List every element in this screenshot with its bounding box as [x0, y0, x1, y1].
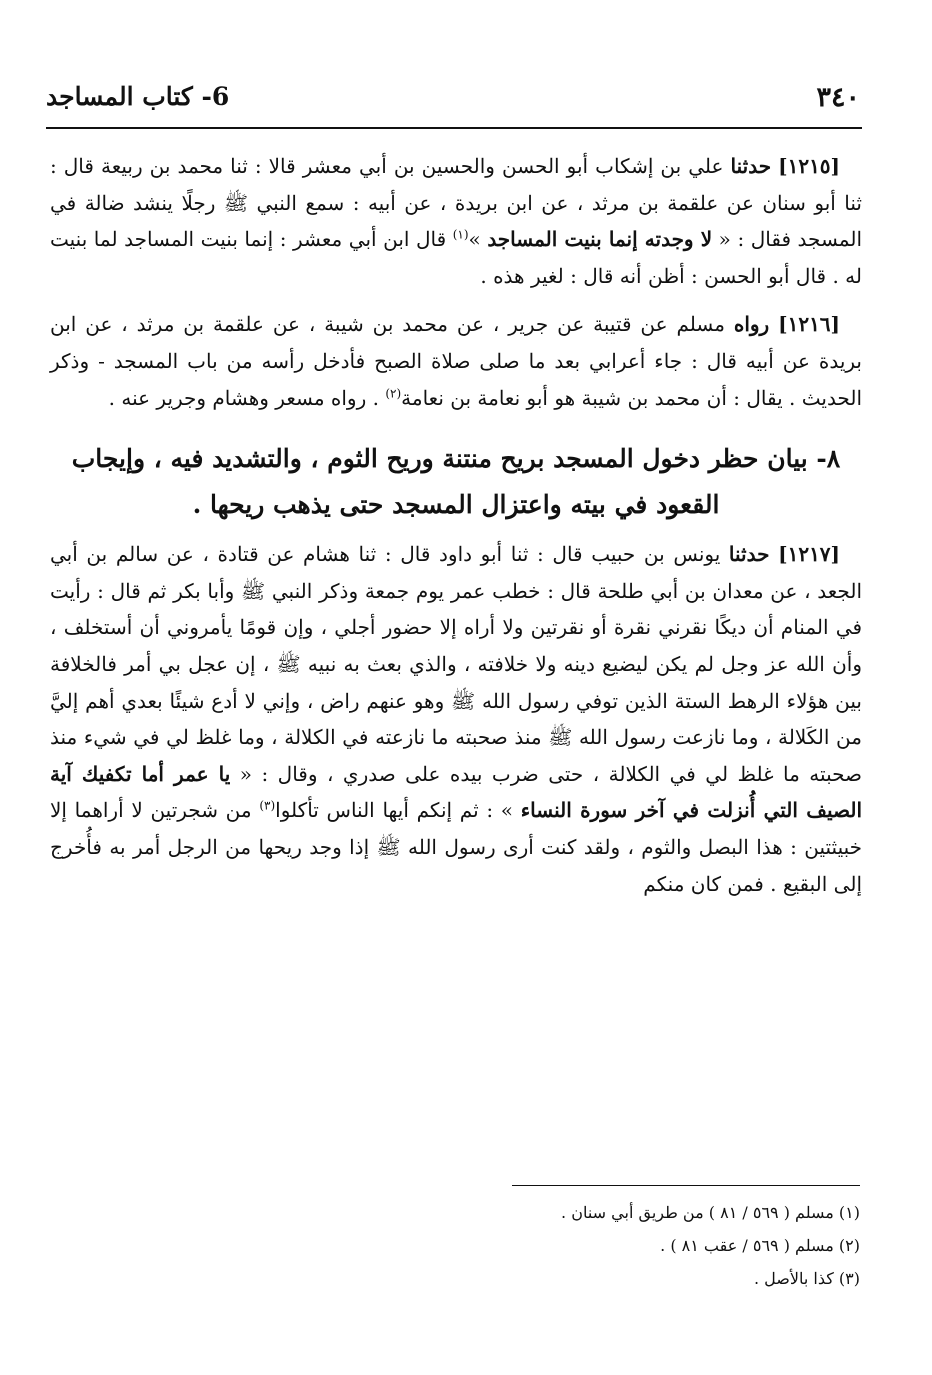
footnote-marker: (٣)	[259, 798, 276, 813]
hadith-lead-word: رواه	[733, 312, 770, 337]
footnote-1: (١) مسلم ( ٥٦٩ / ٨١ ) من طريق أبي سنان .	[561, 1203, 860, 1222]
hadith-text-continued: . رواه مسعر وهشام وجرير عنه .	[108, 385, 379, 410]
hadith-number: [١٢١٧]	[778, 542, 841, 567]
footnote-divider	[512, 1185, 860, 1186]
hadith-lead-word: حدثنا	[730, 154, 772, 178]
hadith-number: [١٢١٥]	[778, 154, 841, 178]
hadith-lead-word: حدثنا	[728, 542, 770, 567]
hadith-text: مسلم عن قتيبة عن جرير ، عن محمد بن شيبة ، عن علقمة بن مرثد ، عن ابن بريدة عن أبيه قال : جاء أعرابي بعد ما صلى صلاة الصبح فأدخل رأسه من باب المسجد - وذكر الحديث . يقال : أن محمد بن شيبة هو أبو نعامة بن نعامة	[50, 312, 862, 410]
header-divider	[46, 127, 862, 129]
page-body	[50, 148, 862, 902]
hadith-text-continued: من شجرتين لا أراهما إلا خبيثتين : هذا البصل والثوم ، ولقد كنت أرى رسول الله ﷺ إذا وجد ريحها من الرجل أمر به فأُخرج إلى البقيع . فمن كان منكم	[50, 798, 862, 896]
hadith-text-middle: » : ثم إنكم أيها الناس تأكلوا	[275, 798, 514, 823]
hadith-text: علي بن إشكاب أبو الحسن والحسين بن أبي معشر قالا : ثنا محمد بن ربيعة قال : ثنا أبو سنان عن علقمة بن مرثد ، عن ابن بريدة ، عن أبيه : سمع النبي ﷺ رجلًا ينشد ضالة في المسجد فقال : «	[50, 154, 863, 252]
section-heading: ٨- بيان حظر دخول المسجد بريح منتنة وريح الثوم ، والتشديد فيه ، وإيجاب القعود في بيته واعتزال المسجد حتى يذهب ريحها .	[71, 444, 841, 520]
hadith-1217	[50, 536, 862, 902]
chapter-title: 6- كتاب المساجد	[46, 82, 230, 111]
quote-close: »	[468, 227, 481, 252]
prophetic-quote: يا عمر أما تكفيك آية الصيف التي أُنزلت في آخر سورة النساء	[50, 761, 862, 823]
footnote-3: (٣) كذا بالأصل .	[753, 1269, 860, 1288]
prophetic-quote: لا وجدته إنما بنيت المساجد	[487, 227, 713, 252]
hadith-text: يونس بن حبيب قال : ثنا أبو داود قال : ثنا هشام عن قتادة ، عن سالم بن أبي الجعد ، عن معدان بن أبي طلحة قال : خطب عمر يوم جمعة وذكر النبي ﷺ وأبا بكر ثم قال : رأيت في المنام أن ديكًا نقرني نقرة أو نقرتين ولا أراه إلا حضور أجلي ، وإن قومًا يأمروني أن أستخلف ، وأن الله عز وجل لم يكن ليضيع دينه ولا خلافته ، والذي بعث به نبيه ﷺ ، إن عجل بي أمر فالخلافة بين هؤلاء الرهط الستة الذين توفي رسول الله ﷺ وهو عنهم راض ، وإني لا أدع شيئًا بعدي أهم إليَّ من الكَلالة ، وما نازعت رسول الله ﷺ منذ صحبته ما نازعته في الكلالة ، وما غلظ لي في شيء منذ صحبته ما غلظ لي في الكلالة ، حتى ضرب بيده على صدري ، وقال : «	[50, 542, 863, 786]
footnote-2: (٢) مسلم ( ٥٦٩ / عقب ٨١ ) .	[660, 1236, 860, 1255]
footnotes	[400, 1196, 860, 1295]
hadith-1215	[50, 148, 862, 294]
page-header	[46, 82, 860, 126]
hadith-text-continued: قال ابن أبي معشر : إنما بنيت المساجد لما بنيت له . قال أبو الحسن : أظن أنه قال : لغير هذه .	[50, 227, 862, 288]
footnote-marker: (٢)	[385, 385, 402, 400]
footnote-marker: (١)	[452, 227, 469, 242]
page-number: ٣٤٠	[816, 82, 860, 113]
hadith-number: [١٢١٦]	[778, 312, 841, 337]
hadith-1216	[50, 306, 862, 416]
